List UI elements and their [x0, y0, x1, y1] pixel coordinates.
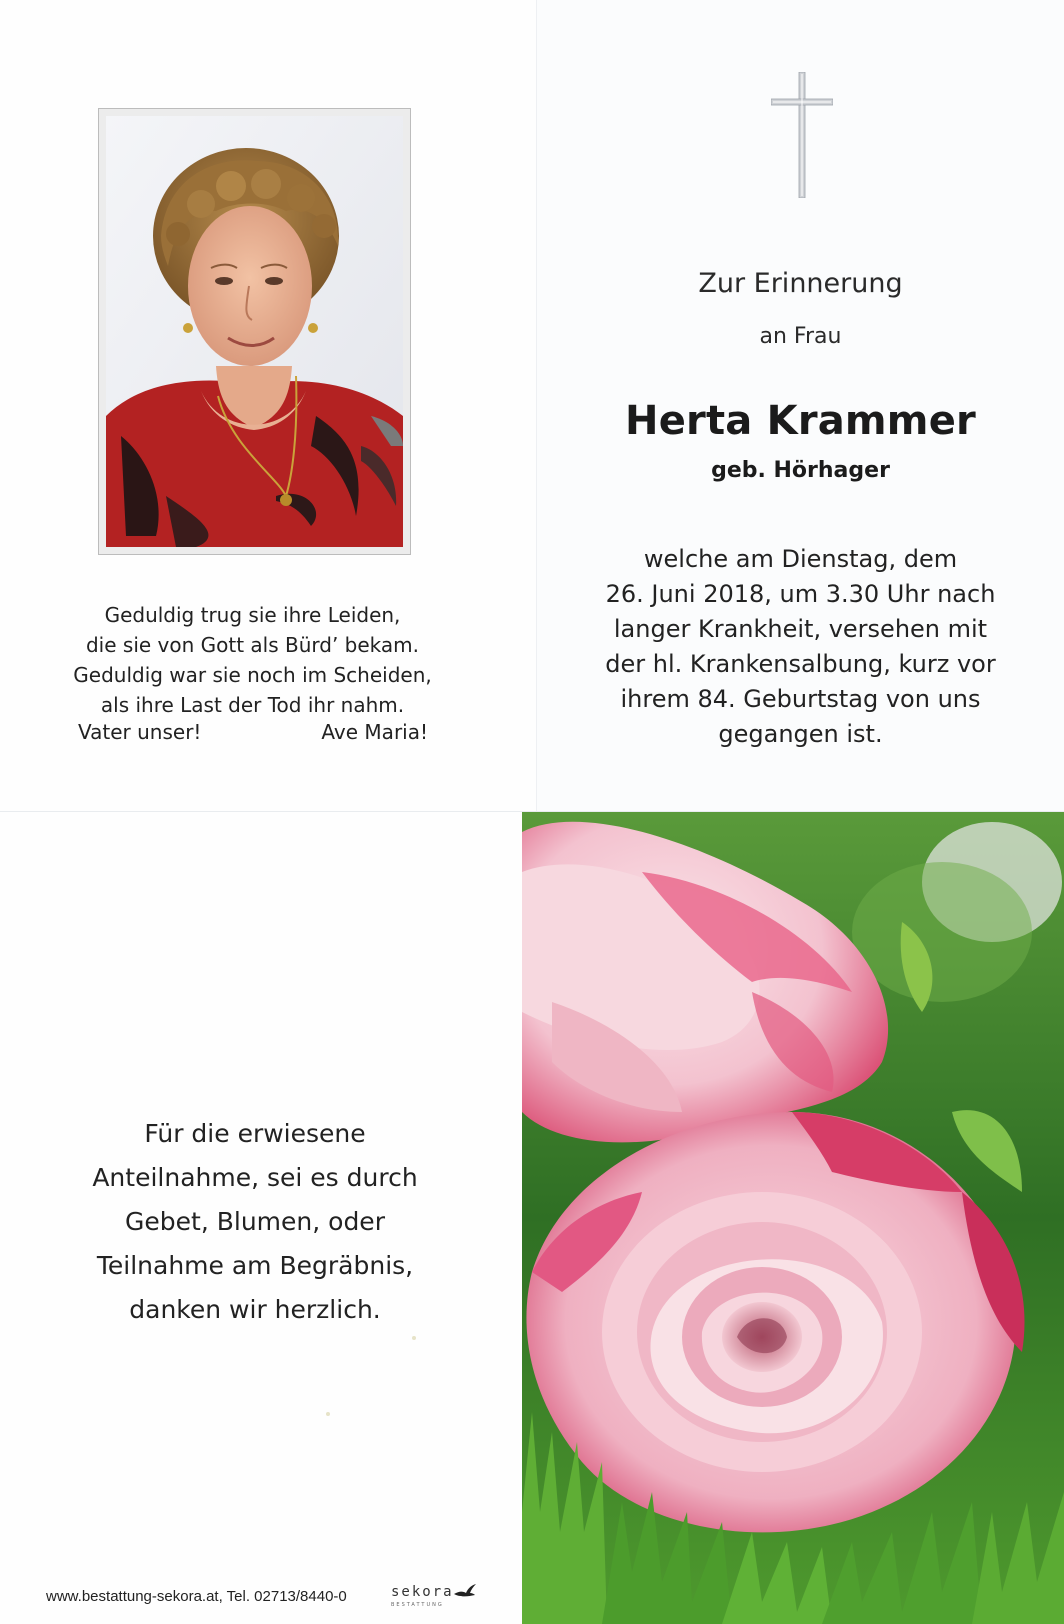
notice-line: ihrem 84. Geburtstag von uns [620, 685, 981, 713]
paper-speck [412, 1336, 416, 1340]
notice-line: welche am Dienstag, dem [643, 545, 958, 573]
poem [30, 600, 475, 720]
memorial-text-panel [537, 0, 1064, 812]
poem-line: Geduldig trug sie ihre Leiden, [104, 603, 401, 627]
prayer-vater-unser: Vater unser! [78, 720, 202, 744]
notice-line: gegangen ist. [718, 720, 883, 748]
birth-name: geb. Hörhager [711, 458, 890, 483]
poem-line: als ihre Last der Tod ihr nahm. [100, 693, 405, 717]
funeral-home-footer: www.bestattung-sekora.at, Tel. 02713/8440-0 [46, 1588, 347, 1605]
sekora-logo [391, 1582, 481, 1612]
rose-photo-panel [522, 812, 1064, 1624]
death-notice [537, 542, 1064, 752]
thanks-line: Teilnahme am Begräbnis, [96, 1251, 414, 1280]
fold-line-horizontal [0, 811, 1064, 812]
thanks-message [0, 1112, 510, 1332]
notice-line: 26. Juni 2018, um 3.30 Uhr nach [605, 580, 996, 608]
thanks-line: Anteilnahme, sei es durch [92, 1163, 418, 1192]
cross-icon [771, 72, 833, 198]
bird-icon [453, 1582, 477, 1600]
notice-line: langer Krankheit, versehen mit [613, 615, 988, 643]
pink-rose-photo [522, 812, 1064, 1624]
salutation: an Frau [759, 324, 842, 349]
fold-line-vertical [536, 0, 537, 811]
poem-line: die sie von Gott als Bürd’ bekam. [85, 633, 420, 657]
portrait-photo [106, 116, 403, 547]
thanks-line: Gebet, Blumen, oder [125, 1207, 385, 1236]
deceased-name: Herta Krammer [625, 398, 976, 444]
logo-text: sekora [391, 1584, 454, 1600]
thanks-line: danken wir herzlich. [129, 1295, 381, 1324]
portrait-frame [98, 108, 411, 555]
paper-speck [326, 1412, 330, 1416]
photo-panel [0, 0, 537, 812]
poem-line: Geduldig war sie noch im Scheiden, [73, 663, 432, 687]
logo-subtext: BESTATTUNG [391, 1602, 444, 1608]
notice-line: der hl. Krankensalbung, kurz vor [605, 650, 996, 678]
prayer-ave-maria: Ave Maria! [321, 720, 428, 744]
thanks-panel [0, 812, 522, 1624]
intro-heading: Zur Erinnerung [698, 268, 903, 299]
thanks-line: Für die erwiesene [144, 1119, 366, 1148]
